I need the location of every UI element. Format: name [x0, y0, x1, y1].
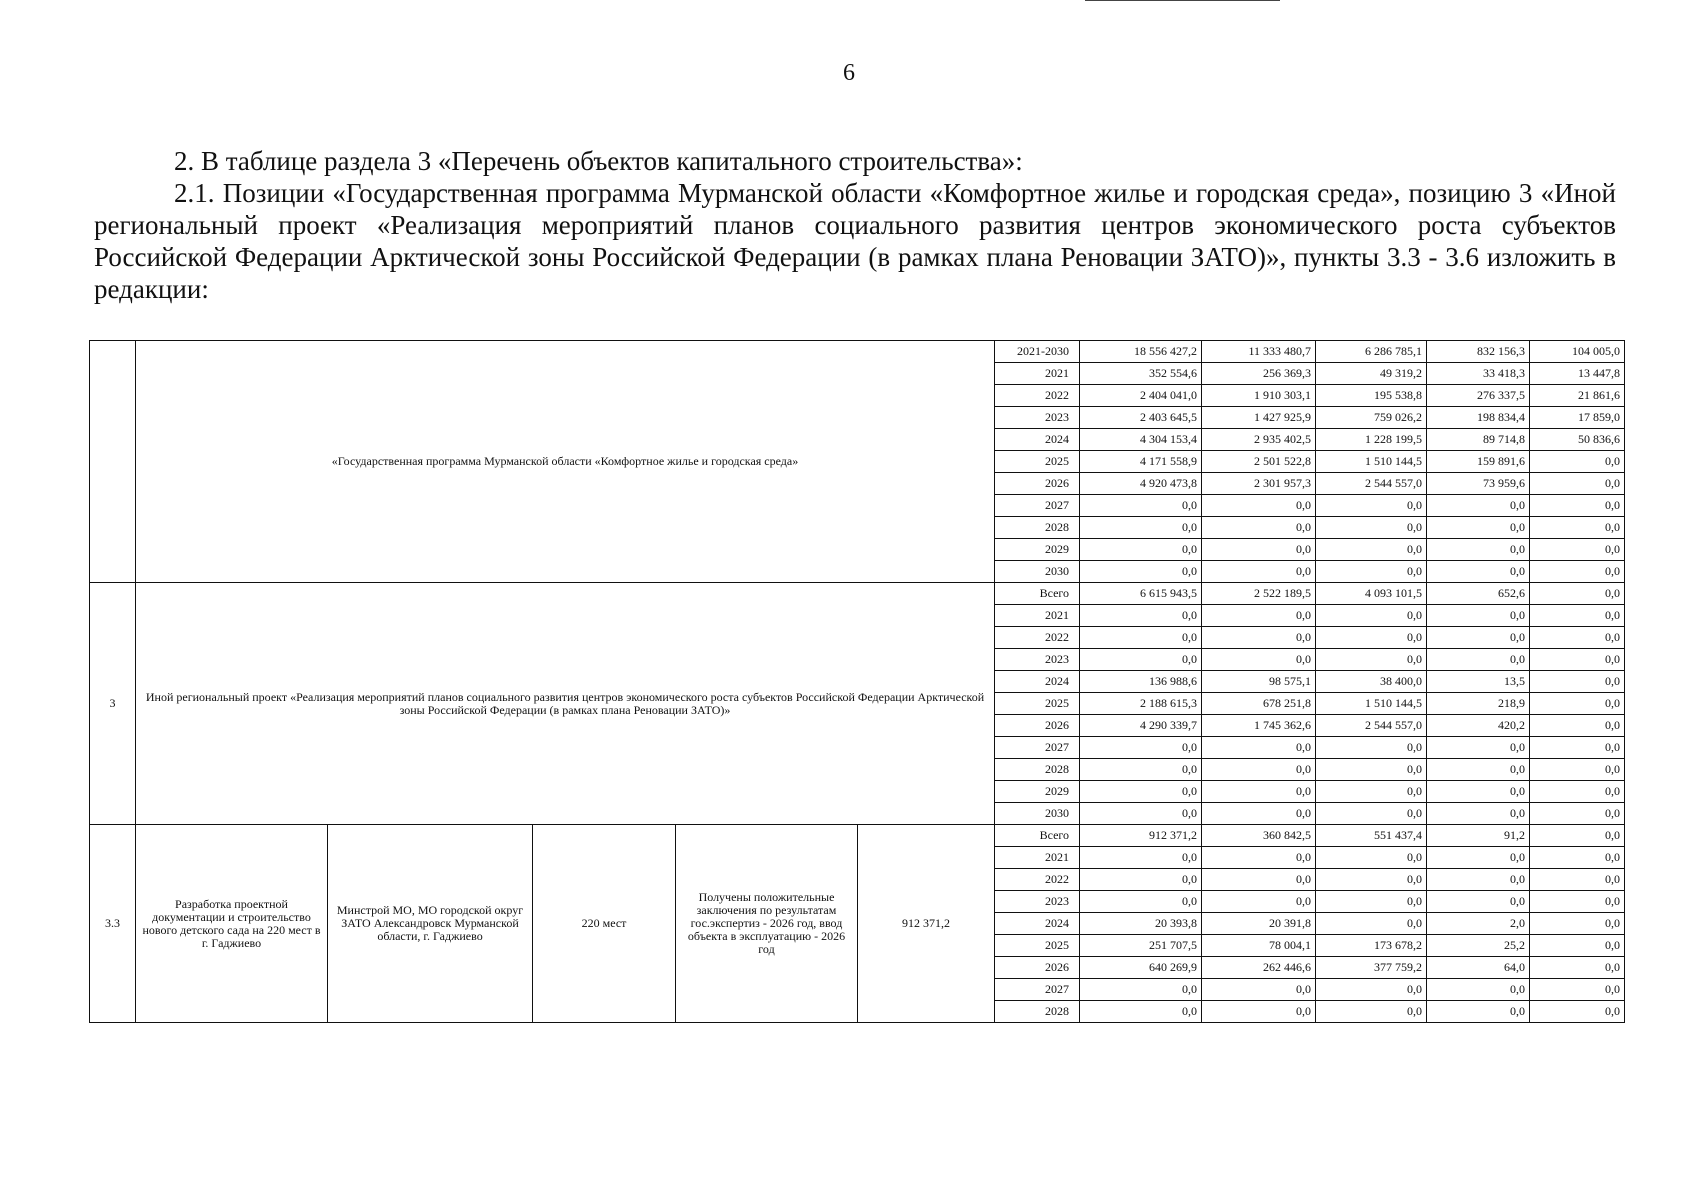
- program-year-cell: 2021-2030: [995, 341, 1080, 363]
- project-value-cell: 0,0: [1080, 803, 1202, 825]
- item-value-cell: 0,0: [1530, 869, 1625, 891]
- project-value-cell: 0,0: [1316, 649, 1427, 671]
- project-year-cell: Всего: [995, 583, 1080, 605]
- program-value-cell: 0,0: [1202, 495, 1316, 517]
- program-value-cell: 759 026,2: [1316, 407, 1427, 429]
- item-capacity-cell: 220 мест: [533, 825, 676, 1023]
- item-value-cell: 0,0: [1202, 891, 1316, 913]
- program-value-cell: 0,0: [1316, 495, 1427, 517]
- program-value-cell: 0,0: [1080, 517, 1202, 539]
- project-value-cell: 0,0: [1080, 737, 1202, 759]
- item-year-cell: 2025: [995, 935, 1080, 957]
- program-value-cell: 4 920 473,8: [1080, 473, 1202, 495]
- program-value-cell: 73 959,6: [1427, 473, 1530, 495]
- item-value-cell: 0,0: [1530, 913, 1625, 935]
- project-value-cell: 0,0: [1080, 759, 1202, 781]
- item-value-cell: 640 269,9: [1080, 957, 1202, 979]
- item-value-cell: 251 707,5: [1080, 935, 1202, 957]
- program-value-cell: 0,0: [1427, 561, 1530, 583]
- program-value-cell: 11 333 480,7: [1202, 341, 1316, 363]
- item-year-cell: 2021: [995, 847, 1080, 869]
- item-row: [90, 825, 1625, 847]
- program-value-cell: 0,0: [1530, 561, 1625, 583]
- item-value-cell: 551 437,4: [1316, 825, 1427, 847]
- item-value-cell: 0,0: [1530, 935, 1625, 957]
- project-year-cell: 2028: [995, 759, 1080, 781]
- program-value-cell: 832 156,3: [1427, 341, 1530, 363]
- item-year-cell: 2028: [995, 1001, 1080, 1023]
- page-number: 6: [843, 60, 855, 86]
- item-value-cell: 0,0: [1427, 891, 1530, 913]
- program-value-cell: 195 538,8: [1316, 385, 1427, 407]
- program-value-cell: 0,0: [1427, 495, 1530, 517]
- item-value-cell: 0,0: [1316, 869, 1427, 891]
- project-value-cell: 0,0: [1080, 605, 1202, 627]
- program-value-cell: 2 301 957,3: [1202, 473, 1316, 495]
- item-value-cell: 20 393,8: [1080, 913, 1202, 935]
- item-value-cell: 0,0: [1316, 913, 1427, 935]
- program-value-cell: 0,0: [1080, 561, 1202, 583]
- project-value-cell: 652,6: [1427, 583, 1530, 605]
- program-value-cell: 0,0: [1202, 517, 1316, 539]
- program-label-cell: «Государственная программа Мурманской области «Комфортное жилье и городская среда»: [136, 341, 995, 583]
- item-value-cell: 0,0: [1080, 891, 1202, 913]
- project-value-cell: 0,0: [1202, 737, 1316, 759]
- program-value-cell: 0,0: [1530, 473, 1625, 495]
- program-value-cell: 276 337,5: [1427, 385, 1530, 407]
- project-value-cell: 2 544 557,0: [1316, 715, 1427, 737]
- item-value-cell: 0,0: [1427, 847, 1530, 869]
- item-value-cell: 0,0: [1427, 979, 1530, 1001]
- program-value-cell: 159 891,6: [1427, 451, 1530, 473]
- item-value-cell: 0,0: [1530, 847, 1625, 869]
- item-value-cell: 0,0: [1080, 979, 1202, 1001]
- project-value-cell: 0,0: [1530, 759, 1625, 781]
- item-value-cell: 0,0: [1530, 979, 1625, 1001]
- project-value-cell: 0,0: [1530, 781, 1625, 803]
- project-year-cell: 2030: [995, 803, 1080, 825]
- scan-artifact-line: [1085, 0, 1280, 1]
- program-value-cell: 198 834,4: [1427, 407, 1530, 429]
- project-year-cell: 2024: [995, 671, 1080, 693]
- project-year-cell: 2029: [995, 781, 1080, 803]
- project-value-cell: 0,0: [1202, 649, 1316, 671]
- project-value-cell: 0,0: [1427, 627, 1530, 649]
- project-value-cell: 218,9: [1427, 693, 1530, 715]
- project-value-cell: 0,0: [1316, 781, 1427, 803]
- program-year-cell: 2027: [995, 495, 1080, 517]
- item-value-cell: 0,0: [1316, 891, 1427, 913]
- project-value-cell: 678 251,8: [1202, 693, 1316, 715]
- program-year-cell: 2022: [995, 385, 1080, 407]
- item-value-cell: 0,0: [1530, 825, 1625, 847]
- intro-line-1: 2. В таблице раздела 3 «Перечень объектов капитального строительства»:: [174, 146, 1023, 176]
- item-value-cell: 0,0: [1202, 1001, 1316, 1023]
- project-value-cell: 0,0: [1530, 605, 1625, 627]
- project-value-cell: 0,0: [1530, 803, 1625, 825]
- project-value-cell: 0,0: [1202, 803, 1316, 825]
- item-value-cell: 0,0: [1080, 869, 1202, 891]
- program-value-cell: 0,0: [1530, 539, 1625, 561]
- item-value-cell: 0,0: [1316, 847, 1427, 869]
- program-value-cell: 13 447,8: [1530, 363, 1625, 385]
- program-year-cell: 2021: [995, 363, 1080, 385]
- project-value-cell: 0,0: [1427, 649, 1530, 671]
- program-value-cell: 0,0: [1080, 539, 1202, 561]
- item-value-cell: 91,2: [1427, 825, 1530, 847]
- project-value-cell: 0,0: [1427, 803, 1530, 825]
- project-number-cell: 3: [90, 583, 136, 825]
- project-value-cell: 2 522 189,5: [1202, 583, 1316, 605]
- project-value-cell: 0,0: [1427, 759, 1530, 781]
- item-customer-cell: Минстрой МО, МО городской округ ЗАТО Александровск Мурманской области, г. Гаджиево: [328, 825, 533, 1023]
- project-year-cell: 2025: [995, 693, 1080, 715]
- item-value-cell: 0,0: [1202, 847, 1316, 869]
- project-value-cell: 6 615 943,5: [1080, 583, 1202, 605]
- program-value-cell: 0,0: [1530, 495, 1625, 517]
- project-value-cell: 0,0: [1080, 649, 1202, 671]
- item-value-cell: 912 371,2: [1080, 825, 1202, 847]
- program-value-cell: 0,0: [1080, 495, 1202, 517]
- program-value-cell: 21 861,6: [1530, 385, 1625, 407]
- program-year-cell: 2026: [995, 473, 1080, 495]
- item-value-cell: 78 004,1: [1202, 935, 1316, 957]
- project-value-cell: 136 988,6: [1080, 671, 1202, 693]
- item-value-cell: 262 446,6: [1202, 957, 1316, 979]
- program-year-cell: 2028: [995, 517, 1080, 539]
- program-year-cell: 2029: [995, 539, 1080, 561]
- item-value-cell: 0,0: [1316, 1001, 1427, 1023]
- item-year-cell: Всего: [995, 825, 1080, 847]
- program-row: [90, 341, 1625, 363]
- project-value-cell: 2 188 615,3: [1080, 693, 1202, 715]
- item-value-cell: 25,2: [1427, 935, 1530, 957]
- project-value-cell: 98 575,1: [1202, 671, 1316, 693]
- program-value-cell: 18 556 427,2: [1080, 341, 1202, 363]
- program-value-cell: 0,0: [1202, 561, 1316, 583]
- item-value-cell: 0,0: [1530, 1001, 1625, 1023]
- program-value-cell: 0,0: [1427, 539, 1530, 561]
- intro-text: [94, 145, 1616, 305]
- project-value-cell: 13,5: [1427, 671, 1530, 693]
- project-value-cell: 0,0: [1530, 693, 1625, 715]
- project-value-cell: 4 093 101,5: [1316, 583, 1427, 605]
- program-value-cell: 2 935 402,5: [1202, 429, 1316, 451]
- program-value-cell: 256 369,3: [1202, 363, 1316, 385]
- program-value-cell: 1 510 144,5: [1316, 451, 1427, 473]
- item-year-cell: 2023: [995, 891, 1080, 913]
- item-value-cell: 0,0: [1202, 979, 1316, 1001]
- program-value-cell: 2 403 645,5: [1080, 407, 1202, 429]
- item-value-cell: 0,0: [1080, 847, 1202, 869]
- program-value-cell: 6 286 785,1: [1316, 341, 1427, 363]
- item-value-cell: 20 391,8: [1202, 913, 1316, 935]
- project-value-cell: 0,0: [1202, 627, 1316, 649]
- item-value-cell: 0,0: [1316, 979, 1427, 1001]
- item-value-cell: 2,0: [1427, 913, 1530, 935]
- program-value-cell: 0,0: [1316, 561, 1427, 583]
- project-value-cell: 420,2: [1427, 715, 1530, 737]
- program-value-cell: 49 319,2: [1316, 363, 1427, 385]
- program-value-cell: 4 304 153,4: [1080, 429, 1202, 451]
- program-year-cell: 2024: [995, 429, 1080, 451]
- program-value-cell: 0,0: [1202, 539, 1316, 561]
- program-value-cell: 1 427 925,9: [1202, 407, 1316, 429]
- item-year-cell: 2026: [995, 957, 1080, 979]
- program-value-cell: 2 404 041,0: [1080, 385, 1202, 407]
- program-value-cell: 0,0: [1530, 517, 1625, 539]
- program-value-cell: 0,0: [1316, 517, 1427, 539]
- item-value-cell: 0,0: [1530, 957, 1625, 979]
- project-value-cell: 1 745 362,6: [1202, 715, 1316, 737]
- item-year-cell: 2027: [995, 979, 1080, 1001]
- project-value-cell: 0,0: [1316, 803, 1427, 825]
- project-year-cell: 2022: [995, 627, 1080, 649]
- program-value-cell: 0,0: [1530, 451, 1625, 473]
- item-status-cell: Получены положительные заключения по результатам гос.экспертиз - 2026 год, ввод объекта в эксплуатацию - 2026 год: [676, 825, 858, 1023]
- project-label-cell: Иной региональный проект «Реализация мероприятий планов социального развития центров экономического роста субъектов Российской Федерации Арктической зоны Российской Федерации (в рамках плана Реновации ЗАТО)»: [136, 583, 995, 825]
- item-value-cell: 0,0: [1427, 1001, 1530, 1023]
- project-value-cell: 0,0: [1530, 627, 1625, 649]
- program-value-cell: 0,0: [1427, 517, 1530, 539]
- project-value-cell: 0,0: [1202, 781, 1316, 803]
- intro-line-2: 2.1. Позиции «Государственная программа Мурманской области «Комфортное жилье и городская среда», позицию 3 «Иной региональный проект «Реализация мероприятий планов социального развития центров экономического роста субъектов Российской Федерации Арктической зоны Российской Федерации (в рамках плана Реновации ЗАТО)», пункты 3.3 - 3.6 изложить в редакции:: [94, 178, 1616, 304]
- program-year-cell: 2023: [995, 407, 1080, 429]
- program-value-cell: 2 501 522,8: [1202, 451, 1316, 473]
- project-value-cell: 0,0: [1202, 605, 1316, 627]
- program-value-cell: 104 005,0: [1530, 341, 1625, 363]
- item-value-cell: 360 842,5: [1202, 825, 1316, 847]
- project-value-cell: 0,0: [1080, 627, 1202, 649]
- project-value-cell: 0,0: [1316, 759, 1427, 781]
- program-value-cell: 4 171 558,9: [1080, 451, 1202, 473]
- program-number-cell: [90, 341, 136, 583]
- program-year-cell: 2030: [995, 561, 1080, 583]
- project-row: [90, 583, 1625, 605]
- project-year-cell: 2027: [995, 737, 1080, 759]
- project-value-cell: 0,0: [1316, 737, 1427, 759]
- program-value-cell: 50 836,6: [1530, 429, 1625, 451]
- program-value-cell: 1 910 303,1: [1202, 385, 1316, 407]
- program-value-cell: 352 554,6: [1080, 363, 1202, 385]
- program-value-cell: 33 418,3: [1427, 363, 1530, 385]
- item-number-cell: 3.3: [90, 825, 136, 1023]
- project-value-cell: 0,0: [1316, 627, 1427, 649]
- project-value-cell: 0,0: [1080, 781, 1202, 803]
- project-value-cell: 0,0: [1427, 605, 1530, 627]
- program-year-cell: 2025: [995, 451, 1080, 473]
- project-value-cell: 4 290 339,7: [1080, 715, 1202, 737]
- program-value-cell: 1 228 199,5: [1316, 429, 1427, 451]
- item-value-cell: 0,0: [1080, 1001, 1202, 1023]
- item-value-cell: 377 759,2: [1316, 957, 1427, 979]
- project-value-cell: 0,0: [1427, 781, 1530, 803]
- project-value-cell: 0,0: [1316, 605, 1427, 627]
- project-year-cell: 2023: [995, 649, 1080, 671]
- project-value-cell: 0,0: [1530, 671, 1625, 693]
- item-value-cell: 0,0: [1530, 891, 1625, 913]
- project-value-cell: 0,0: [1530, 737, 1625, 759]
- program-value-cell: 2 544 557,0: [1316, 473, 1427, 495]
- item-value-cell: 0,0: [1427, 869, 1530, 891]
- project-year-cell: 2021: [995, 605, 1080, 627]
- project-value-cell: 0,0: [1530, 583, 1625, 605]
- project-value-cell: 0,0: [1530, 715, 1625, 737]
- project-value-cell: 38 400,0: [1316, 671, 1427, 693]
- item-value-cell: 173 678,2: [1316, 935, 1427, 957]
- project-value-cell: 0,0: [1530, 649, 1625, 671]
- project-value-cell: 0,0: [1427, 737, 1530, 759]
- project-value-cell: 0,0: [1202, 759, 1316, 781]
- program-value-cell: 17 859,0: [1530, 407, 1625, 429]
- item-value-cell: 64,0: [1427, 957, 1530, 979]
- item-name-cell: Разработка проектной документации и строительство нового детского сада на 220 мест в г. Гаджиево: [136, 825, 328, 1023]
- program-value-cell: 89 714,8: [1427, 429, 1530, 451]
- item-cost-cell: 912 371,2: [858, 825, 995, 1023]
- item-value-cell: 0,0: [1202, 869, 1316, 891]
- item-year-cell: 2022: [995, 869, 1080, 891]
- project-year-cell: 2026: [995, 715, 1080, 737]
- item-year-cell: 2024: [995, 913, 1080, 935]
- capital-construction-table: [89, 340, 1625, 1023]
- project-value-cell: 1 510 144,5: [1316, 693, 1427, 715]
- program-value-cell: 0,0: [1316, 539, 1427, 561]
